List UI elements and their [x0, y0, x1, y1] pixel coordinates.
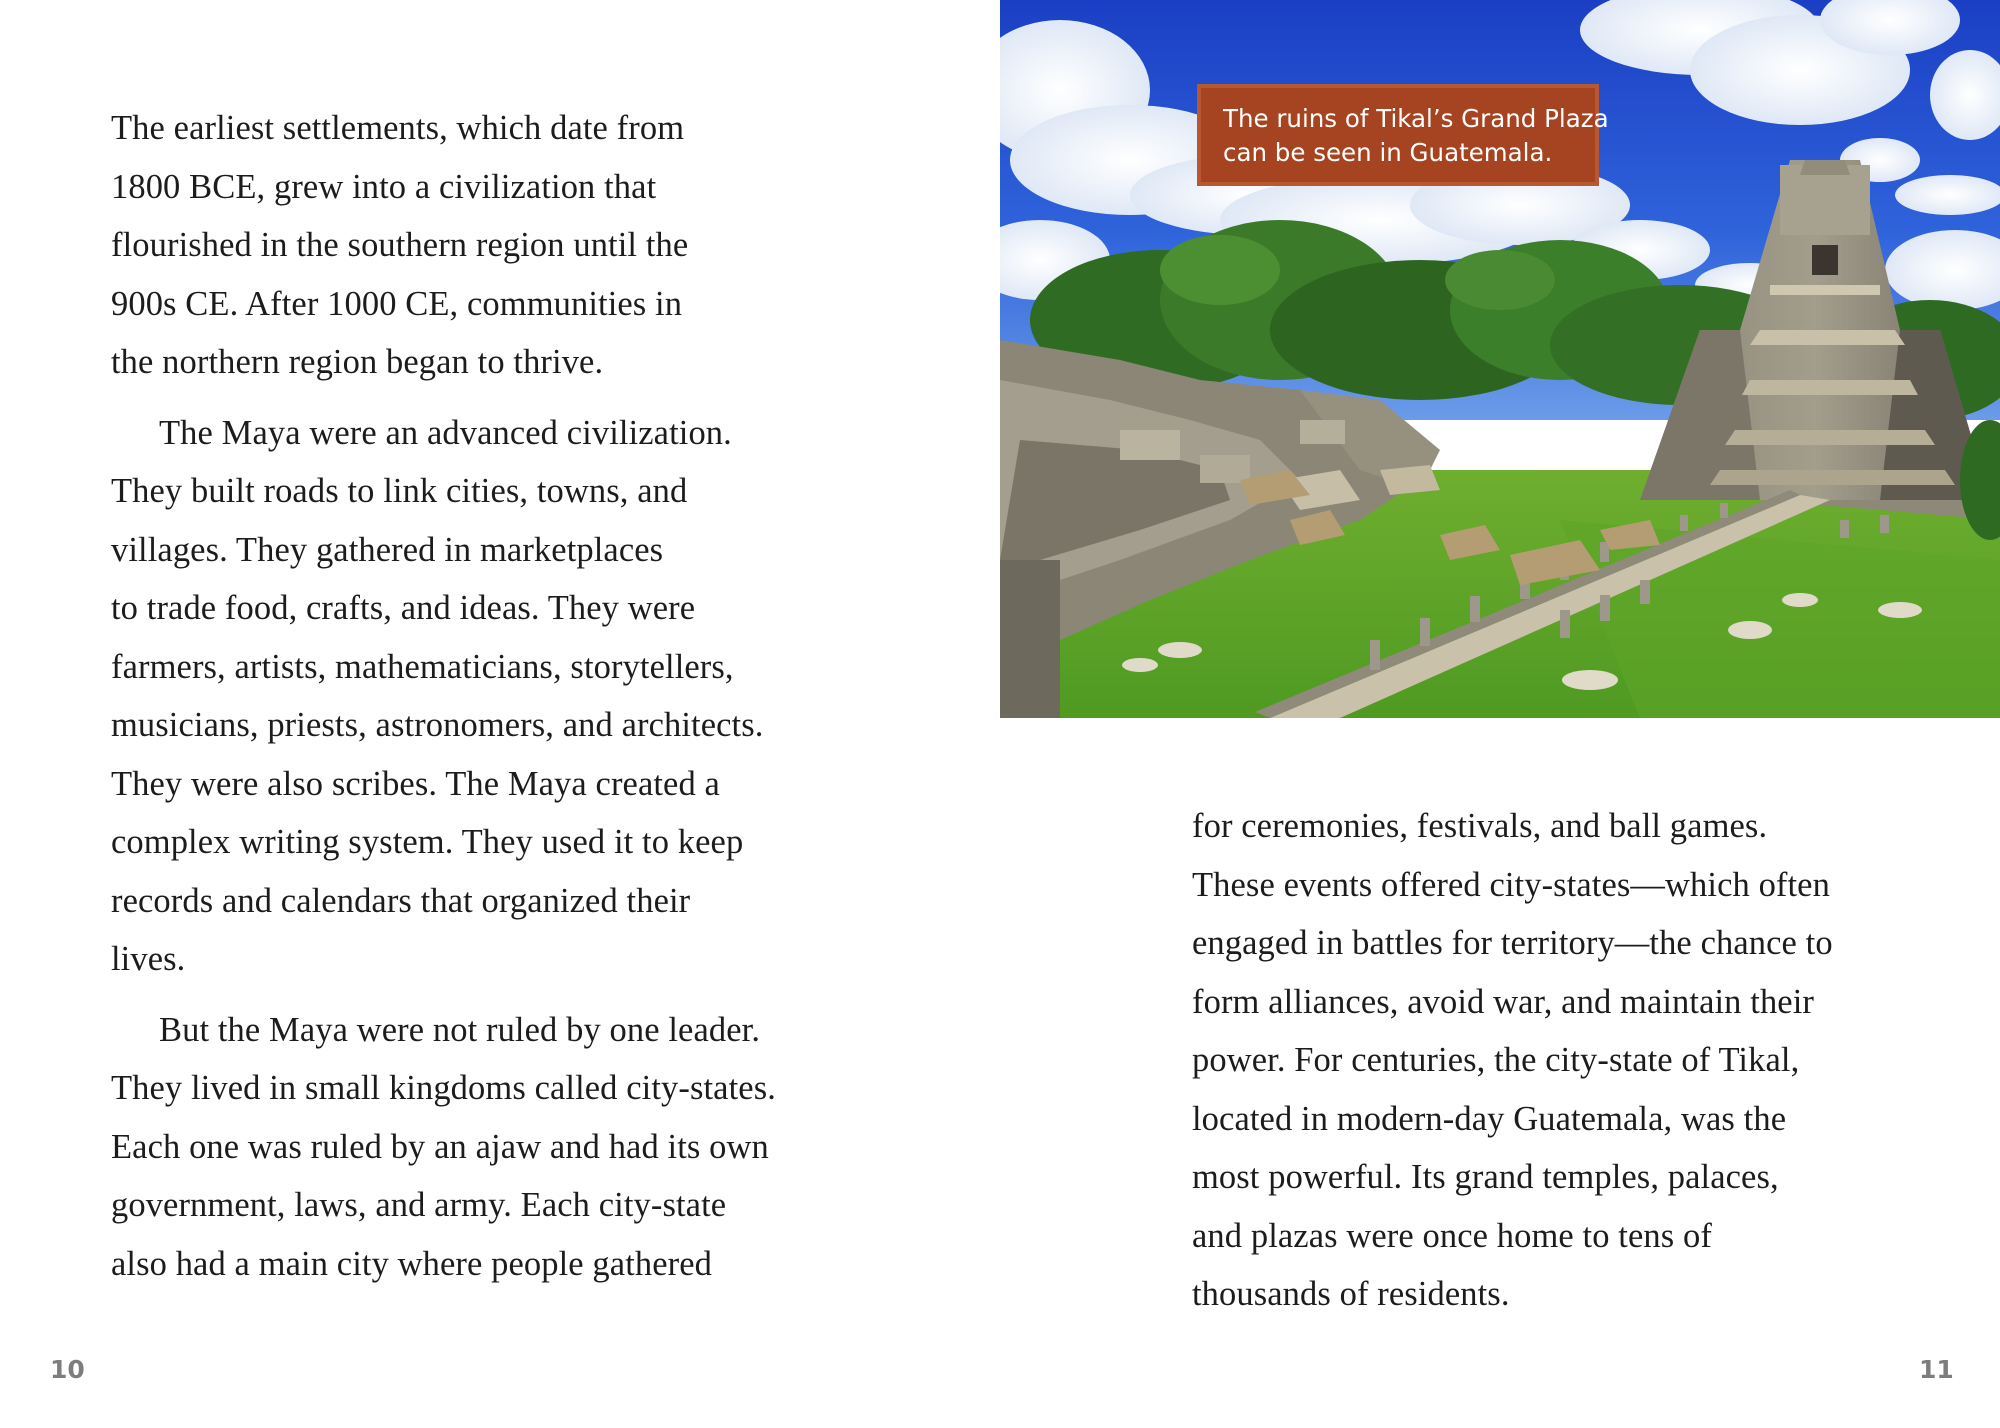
- text-line: lives.: [111, 940, 186, 978]
- paragraph: [111, 99, 871, 392]
- text-line: government, laws, and army. Each city-state: [111, 1186, 727, 1224]
- text-line: most powerful. Its grand temples, palaces,: [1192, 1158, 1779, 1196]
- text-line: They were also scribes. The Maya created a: [111, 764, 720, 803]
- text-line: But the Maya were not ruled by one leader.: [159, 1010, 761, 1049]
- paragraph: [111, 404, 871, 989]
- text-line: musicians, priests, astronomers, and architects.: [111, 706, 764, 744]
- caption-line: The ruins of Tikal’s Grand Plaza: [1223, 104, 1609, 133]
- text-line: The Maya were an advanced civilization.: [159, 413, 732, 452]
- text-line: thousands of residents.: [1192, 1275, 1510, 1313]
- text-line: Each one was ruled by an ajaw and had its own: [111, 1127, 769, 1166]
- text-line: flourished in the southern region until the: [111, 226, 689, 264]
- paragraph: [1192, 797, 1952, 1324]
- text-line: for ceremonies, festivals, and ball games.: [1192, 807, 1768, 845]
- photo-caption: [1197, 84, 1609, 186]
- text-line: They built roads to link cities, towns, and: [111, 472, 688, 510]
- text-line: villages. They gathered in marketplaces: [111, 530, 664, 569]
- text-line: The earliest settlements, which date from: [111, 109, 685, 147]
- text-line: 900s CE. After 1000 CE, communities in: [111, 284, 683, 323]
- text-line: engaged in battles for territory—the chance to: [1192, 924, 1833, 962]
- page-number: 10: [50, 1355, 85, 1384]
- text-line: records and calendars that organized their: [111, 881, 691, 920]
- page-number: 11: [1919, 1355, 1954, 1384]
- paragraph: [111, 1001, 871, 1294]
- text-line: They lived in small kingdoms called city-states.: [111, 1069, 776, 1107]
- text-line: and plazas were once home to tens of: [1192, 1216, 1712, 1255]
- caption-line: can be seen in Guatemala.: [1223, 138, 1553, 167]
- right-page: [1000, 0, 2000, 1428]
- text-line: the northern region began to thrive.: [111, 343, 604, 381]
- text-line: 1800 BCE, grew into a civilization that: [111, 167, 657, 206]
- left-page-body: [111, 99, 871, 1293]
- text-line: to trade food, crafts, and ideas. They were: [111, 589, 696, 627]
- text-line: also had a main city where people gathered: [111, 1244, 712, 1283]
- right-page-body: [1192, 797, 1952, 1324]
- text-line: These events offered city-states—which often: [1192, 865, 1830, 904]
- text-line: form alliances, avoid war, and maintain their: [1192, 982, 1814, 1021]
- text-line: farmers, artists, mathematicians, storytellers,: [111, 647, 734, 686]
- text-line: power. For centuries, the city-state of Tikal,: [1192, 1041, 1800, 1079]
- text-line: complex writing system. They used it to keep: [111, 823, 744, 861]
- text-line: located in modern-day Guatemala, was the: [1192, 1099, 1787, 1138]
